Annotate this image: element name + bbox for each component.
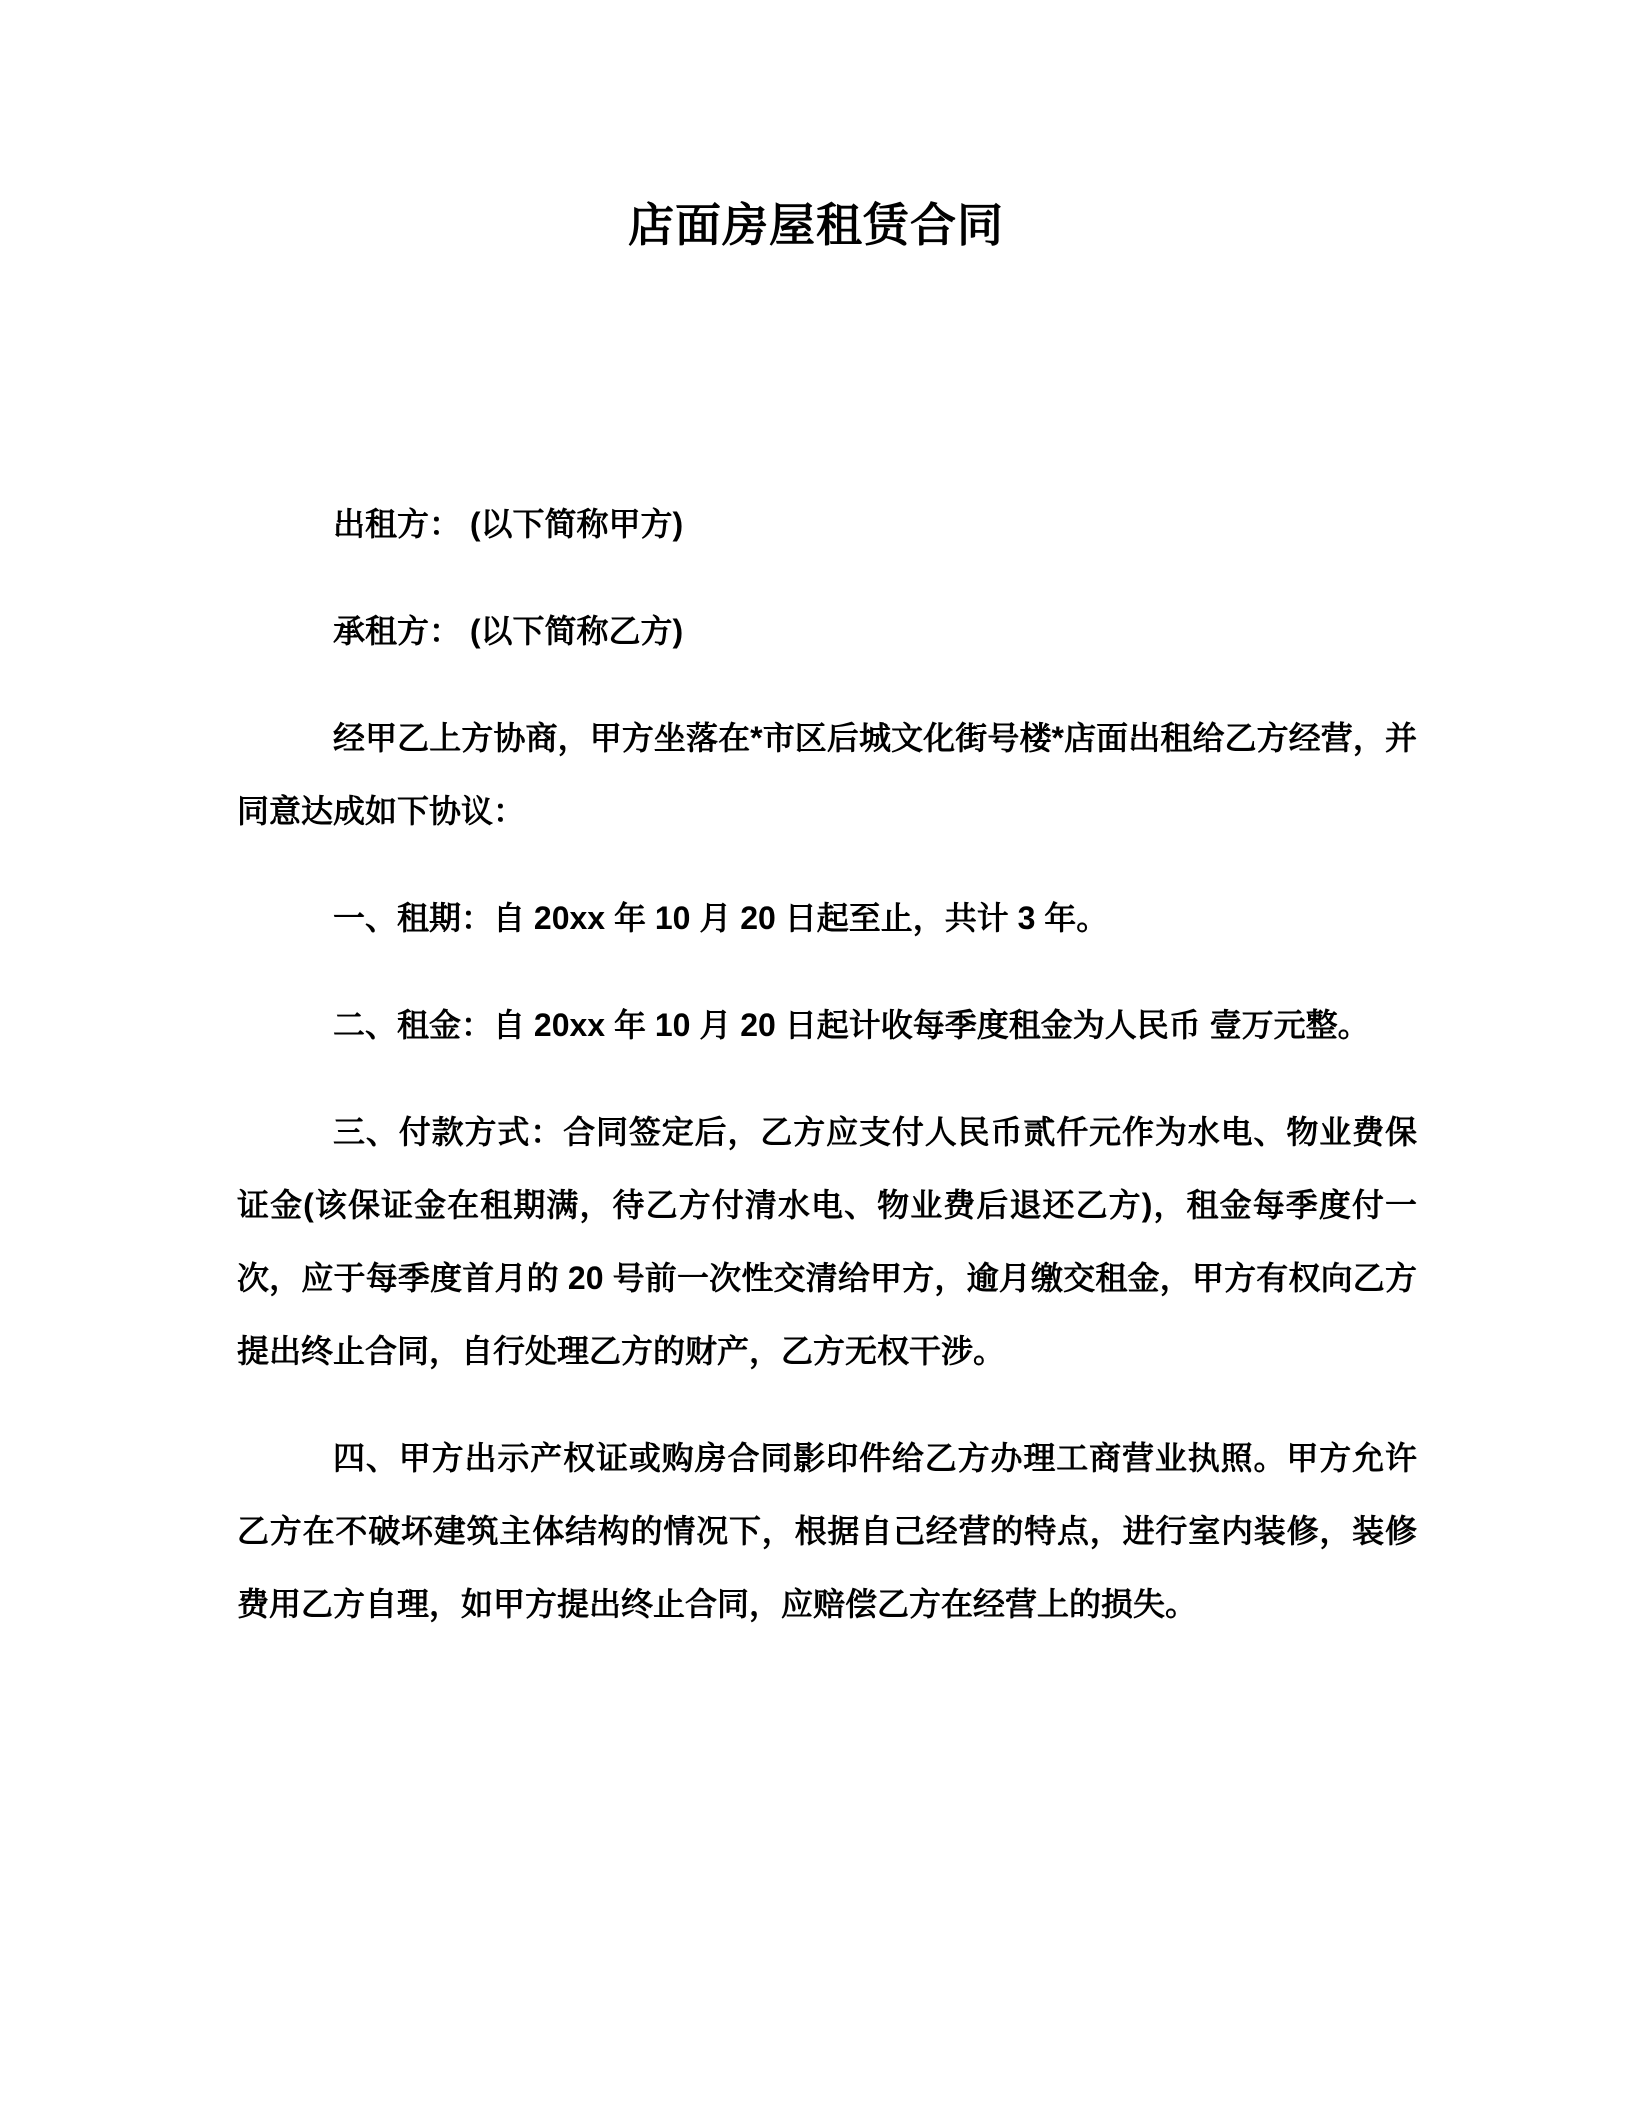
- contract-paragraph: 经甲乙上方协商，甲方坐落在*市区后城文化街号楼*店面出租给乙方经营，并同意达成如下协议：: [237, 720, 1417, 829]
- contract-paragraph: 出租方： (以下简称甲方): [333, 506, 684, 542]
- contract-paragraph: 三、付款方式：合同签定后，乙方应支付人民币贰仟元作为水电、物业费保证金(该保证金在租期满，待乙方付清水电、物业费后退还乙方)，租金每季度付一次，应于每季度首月的 20 号前一次性交清给甲方，逾月缴交租金，甲方有权向乙方提出终止合同，自行处理乙方的财产，乙方无权干涉。: [237, 1114, 1417, 1369]
- contract-paragraph: 承租方： (以下简称乙方): [333, 613, 684, 649]
- page-title: 店面房屋租赁合同: [628, 199, 1004, 251]
- contract-paragraph: 四、甲方出示产权证或购房合同影印件给乙方办理工商营业执照。甲方允许乙方在不破坏建筑主体结构的情况下，根据自己经营的特点，进行室内装修，装修费用乙方自理，如甲方提出终止合同，应赔偿乙方在经营上的损失。: [237, 1440, 1417, 1622]
- contract-paragraph: 二、租金：自 20xx 年 10 月 20 日起计收每季度租金为人民币 壹万元整。: [333, 1007, 1370, 1043]
- contract-paragraph: 一、租期：自 20xx 年 10 月 20 日起至止，共计 3 年。: [333, 900, 1109, 936]
- contract-body: [237, 488, 1417, 1641]
